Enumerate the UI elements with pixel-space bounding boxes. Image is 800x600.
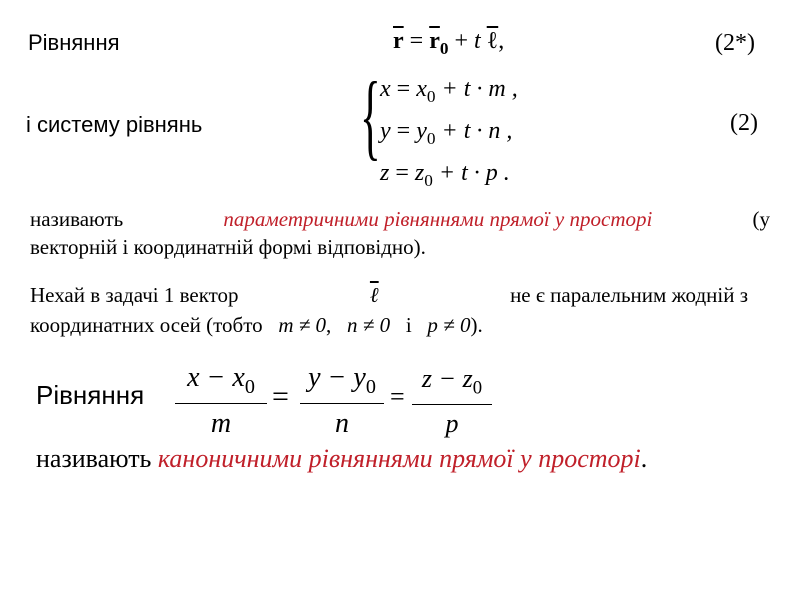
vector-r0-sub: 0: [439, 39, 449, 59]
row2-word: і систему рівнянь: [26, 112, 203, 137]
vector-equation: [393, 28, 504, 59]
para2-line2-a: координатних осей (тобто: [30, 313, 263, 337]
vector-r: $\overline{r}$: [393, 28, 404, 54]
para1-pre: називають: [30, 207, 124, 231]
equals-2: =: [390, 382, 405, 411]
paragraph-parametric: [30, 205, 770, 261]
fraction-z: $z - z_0$ p: [412, 364, 492, 439]
cond-p: p ≠ 0: [427, 313, 471, 337]
equals-1: =: [272, 380, 289, 413]
vector-ell-inline: ℓ: [369, 283, 379, 307]
canonical-word: Рівняння: [36, 380, 145, 410]
para3-end: .: [640, 444, 648, 473]
para1-post: (у: [752, 207, 770, 231]
term-canonical: каноничними рівняннями прямої у просторі: [157, 444, 641, 473]
vector-ell: ℓ: [486, 28, 499, 54]
para1-line2: векторній і координатній формі відповідно).: [30, 235, 426, 259]
fraction-y: $y - y_0$ n: [300, 362, 384, 440]
cond-m: m ≠ 0: [278, 313, 327, 337]
comma: ,: [498, 28, 505, 54]
paragraph-canonical: [36, 444, 647, 474]
system-line-y: $y = y_0 + t \cdot n$ ,: [380, 118, 513, 149]
equation-label-2: (2): [730, 110, 758, 136]
para2-line1-b: не є паралельним жодній з: [510, 283, 748, 307]
paragraph-condition: Нехай в задачі 1 вектор ℓ не є паралельним жодній з координатних осей (тобто m ≠ 0, n ≠ 0 і p ≠ 0).: [30, 280, 748, 340]
para3-pre: називають: [36, 444, 152, 473]
row1-word: Рівняння: [28, 30, 120, 55]
plus-sign: +: [454, 28, 469, 54]
cond-n: n ≠ 0: [347, 313, 391, 337]
system-line-z: $z = z_0 + t \cdot p$ .: [380, 160, 510, 191]
and-word: і: [405, 313, 412, 337]
system-line-x: $x = x_0 + t \cdot m$ ,: [380, 76, 518, 107]
fraction-x: $x - x_0$ m: [175, 362, 267, 440]
equation-system: [380, 72, 518, 198]
vector-r0: $\overline{r}$: [429, 28, 440, 54]
brace-icon: {: [360, 62, 381, 169]
para2-line1-a: Нехай в задачі 1 вектор: [30, 283, 239, 307]
term-parametric: параметричними рівняннями прямої у просторі: [223, 207, 653, 231]
param-t: t: [474, 28, 481, 54]
eq-sign: =: [409, 28, 424, 54]
equation-label-2star: (2*): [715, 30, 755, 56]
